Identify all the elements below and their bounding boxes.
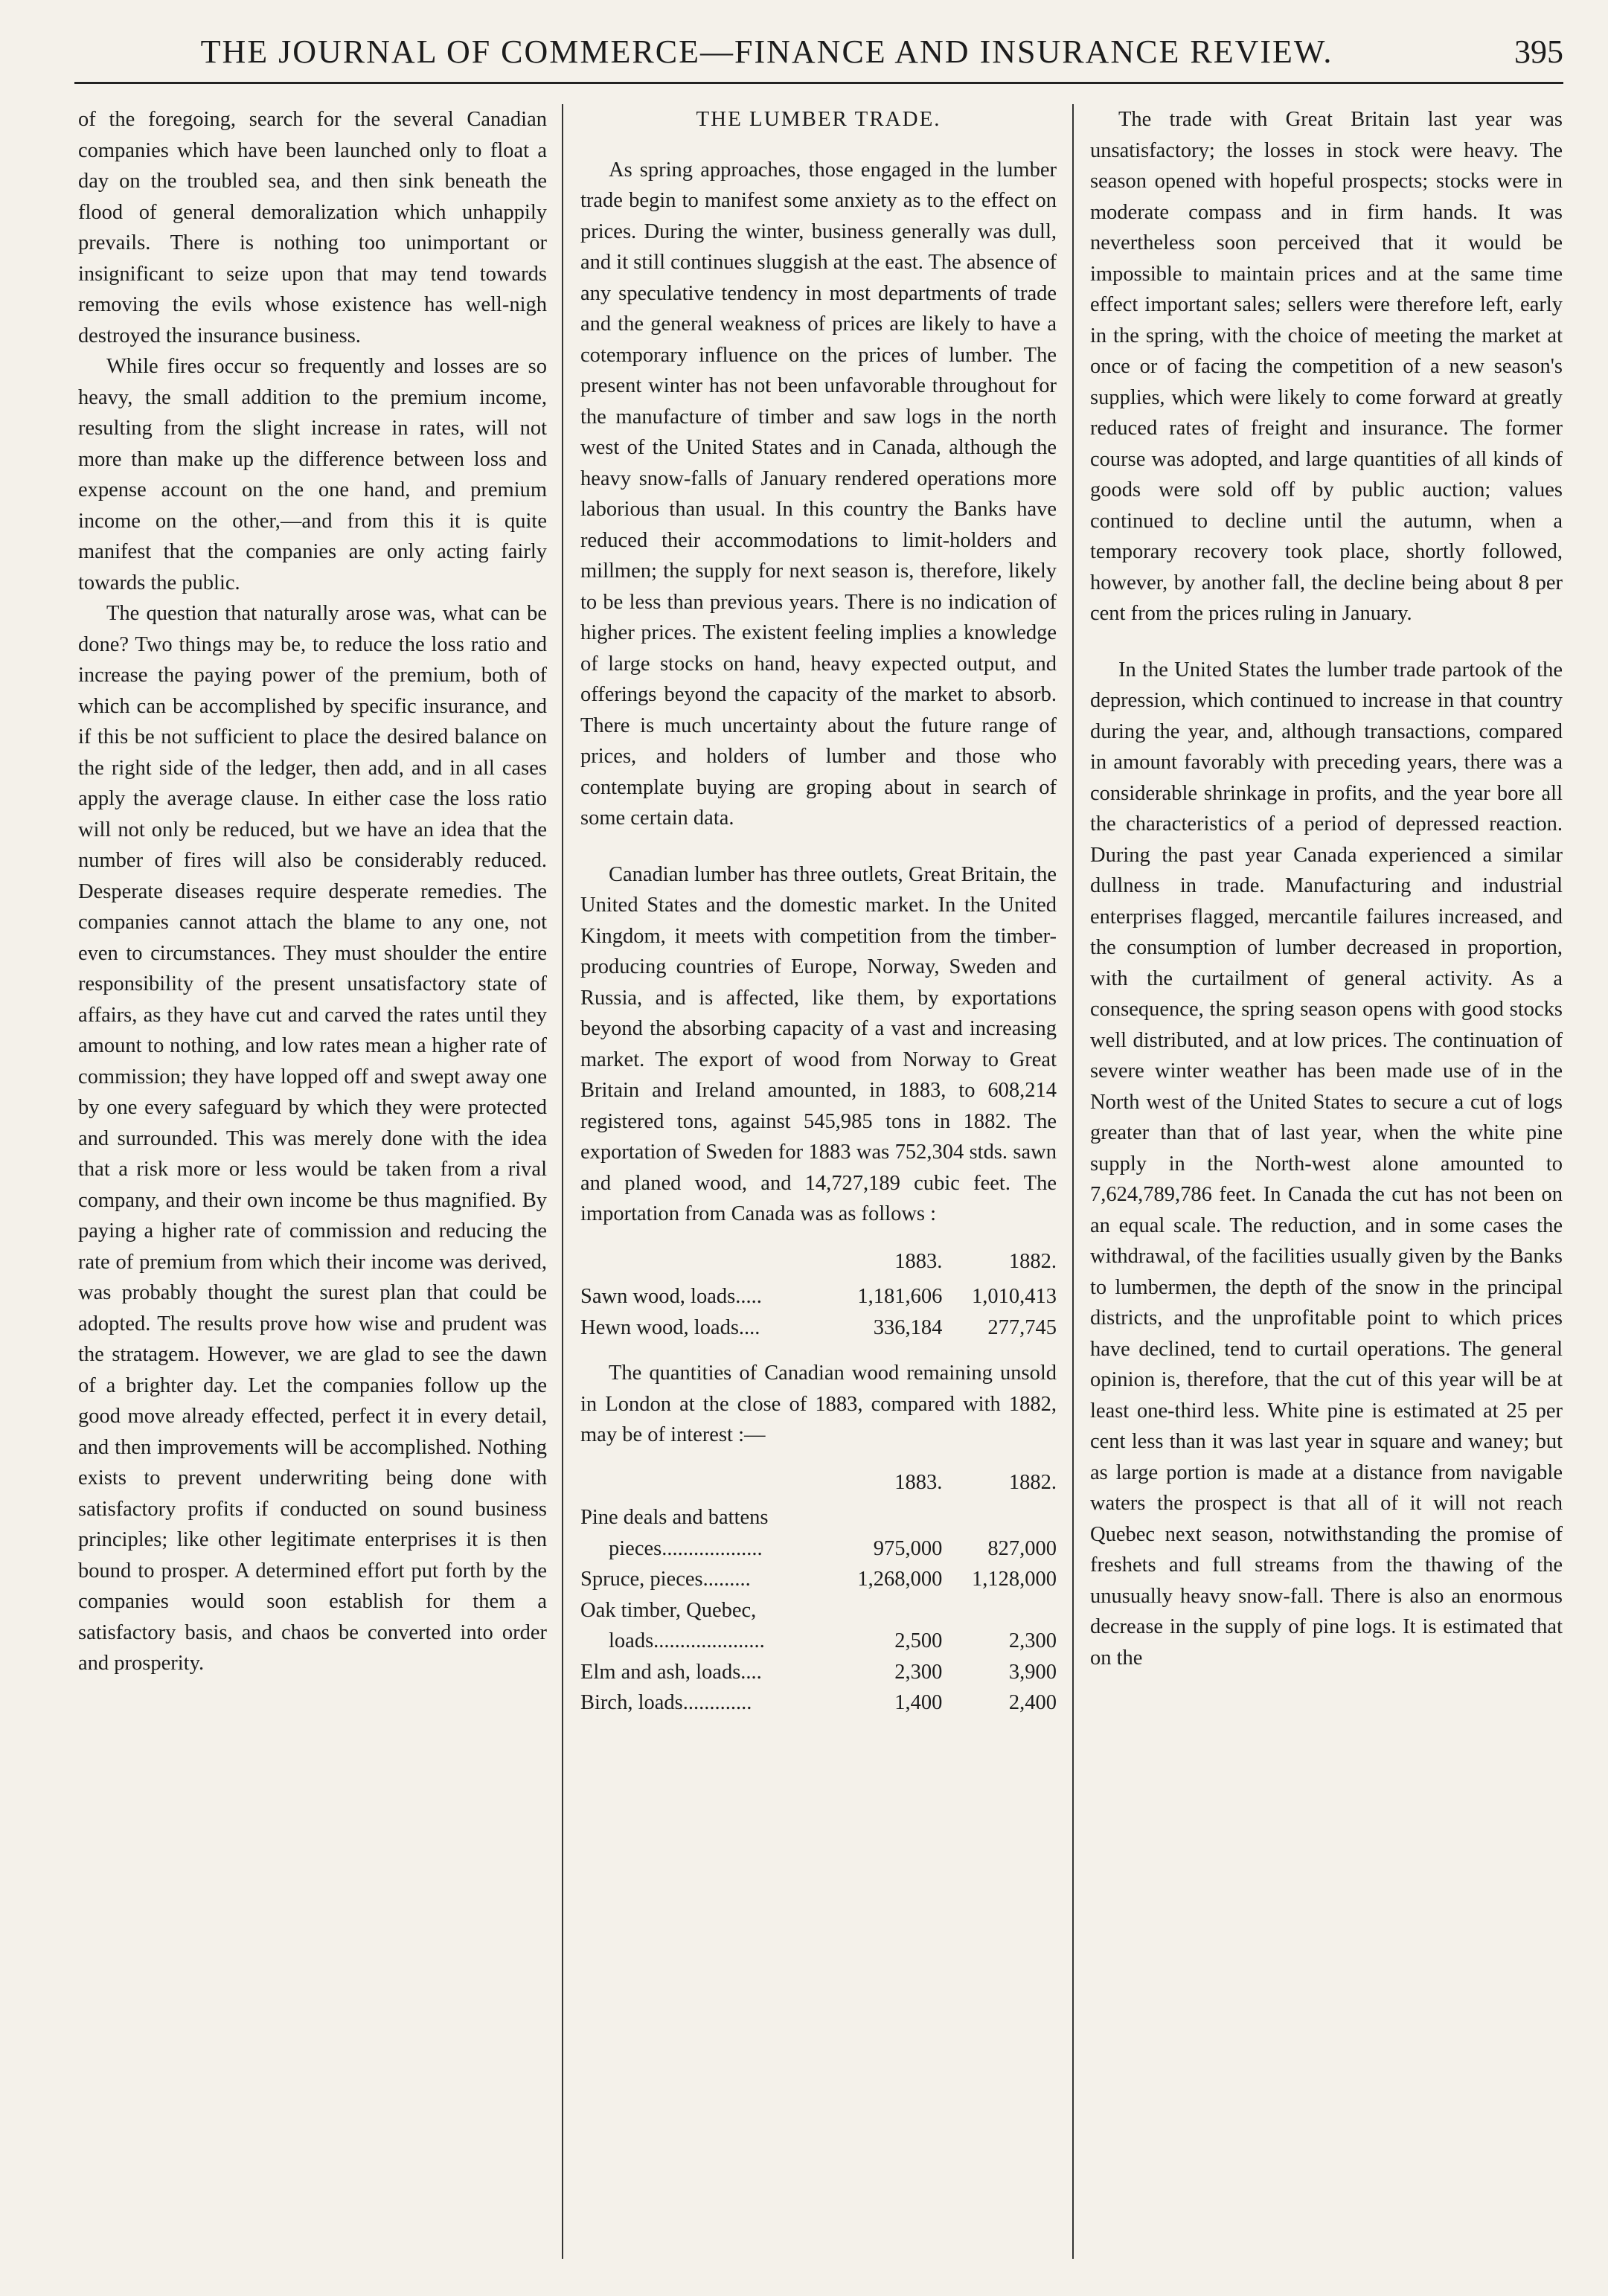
page-number: 395 — [1514, 33, 1563, 70]
column-left — [78, 104, 547, 2259]
column-middle — [580, 104, 1057, 2259]
paragraph: The quantities of Canadian wood remaining unsold in London at the close of 1883, compared with 1882, may be of interest :— — [580, 1362, 1057, 1446]
table-row — [580, 1502, 1057, 1533]
table-cell-value: 827,000 — [987, 1536, 1057, 1560]
column-divider-right — [1072, 104, 1074, 2259]
table-row — [580, 1281, 1057, 1312]
table-cell-value: 1,268,000 — [857, 1568, 943, 1591]
table-cell-label: Spruce, pieces......... — [580, 1568, 751, 1591]
table-header-row — [580, 1467, 1057, 1503]
page-header — [74, 22, 1563, 84]
table-cell-value: 1,181,606 — [857, 1285, 943, 1308]
column-right — [1090, 104, 1563, 2259]
table-row — [580, 1312, 1057, 1344]
table-row — [580, 1626, 1057, 1657]
paragraph: While fires occur so frequently and losses are so heavy, the small addition to the premium income, resulting from the slight increase in rates, will not more than make up the difference between loss and expense account on the one hand, and premium income on the other,—and from this it is quite manifest that the companies are only acting fairly towards the public. — [78, 355, 547, 594]
table-row — [580, 1533, 1057, 1565]
table-header-year: 1883. — [894, 1249, 943, 1273]
table-cell-value: 2,300 — [894, 1660, 943, 1684]
table-cell-value — [828, 1595, 943, 1626]
column-divider-left — [562, 104, 563, 2259]
table-row — [580, 1687, 1057, 1719]
table-cell-value: 975,000 — [873, 1536, 943, 1560]
table-cell-label: Elm and ash, loads.... — [580, 1660, 762, 1684]
paragraph: As spring approaches, those engaged in the lumber trade begin to manifest some anxiety as to the effect on prices. During the winter, business generally was dull, and it still continues sluggish at the east. The absence of any speculative tendency in most departments of trade and the general weakness of prices are likely to have a cotemporary influence on the prices of lumber. The present winter has not been unfavorable throughout for the manufacture of timber and saw logs in the north west of the United States and in Canada, although the heavy snow-falls of January rendered operations more laborious than usual. In this country the Banks have reduced their accommodations to limit-holders and millmen; the supply for next season is, therefore, likely to be less than previous years. There is no indication of higher prices. The existent feeling implies a knowledge of large stocks on hand, heavy expected output, and offerings beyond the capacity of the market to absorb. There is much uncertainty about the future range of prices, and holders of lumber and those who contemplate buying are groping about in search of some certain data. — [580, 158, 1057, 830]
table-row — [580, 1564, 1057, 1595]
paragraph: Canadian lumber has three outlets, Great Britain, the United States and the domestic market. In the United Kingdom, it meets with competition from the timber-producing countries of Europe, Norway, Sweden and Russia, and is affected, like them, by exportations beyond the absorbing capacity of a vast and increasing market. The export of wood from Norway to Great Britain and Ireland amounted, in 1883, to 608,214 registered tons, against 545,985 tons in 1882. The exportation of Sweden for 1883 was 752,304 stds. sawn and planed wood, and 14,727,189 cubic feet. The importation from Canada was as follows : — [580, 862, 1057, 1225]
table-header-year: 1883. — [894, 1470, 943, 1494]
paragraph: The trade with Great Britain last year was unsatisfactory; the losses in stock were heavy. The season opened with hopeful prospects; stocks were in moderate compass and in firm hands. It was nevertheless soon perceived that it would be impossible to maintain prices and at the same time effect important sales; sellers were therefore left, early in the spring, with the choice of meeting the market at once or of facing the competition of a new season's supplies, which were likely to come forward at greatly reduced rates of freight and insurance. The former course was adopted, and large quantities of all kinds of goods were sold off by public auction; values continued to decline until the autumn, when a temporary recovery took place, shortly followed, however, by another fall, the decline being about 8 per cent from the prices ruling in January. — [1090, 108, 1563, 625]
table-cell-value: 2,500 — [894, 1629, 943, 1652]
table-cell-value: 1,128,000 — [972, 1568, 1057, 1591]
table-cell-label: Oak timber, Quebec, — [580, 1598, 757, 1622]
table-cell-label: Sawn wood, loads..... — [580, 1285, 762, 1308]
paragraph: The question that naturally arose was, what can be done? Two things may be, to reduce the loss ratio and increase the paying power of the premium, both of which can be accomplished by specific insurance, and if this be not sufficient to place the desired balance on the right side of the ledger, then add, and in all cases apply the average clause. In either case the loss ratio will not only be reduced, but we have an idea that the number of fires will also be considerably reduced. Desperate diseases require desperate remedies. The companies cannot attach the blame to any one, not even to circumstances. They must shoulder the entire responsibility of the present unsatisfactory state of affairs, as they have cut and carved the rates until they amount to nothing, and low rates mean a higher rate of commission; they have lopped off and swept away one by one every safeguard by which they were protected and surrounded. This was merely done with the idea that a risk more or less would be taken from a rival company, and their own income be thus magnified. By paying a higher rate of commission and reducing the rate of premium from which their income was derived, was probably thought the surest plan that could be adopted. The results prove how wise and prudent was the stratagem. However, we are glad to see the dawn of a brighter day. Let the companies follow up the good move already effected, perfect it in every detail, and then improvements will be accomplished. Nothing exists to prevent underwriting being done with satisfactory profits if conducted on sound business principles; like other legitimate enterprises it is then bound to prosper. A determined effort put forth by the companies would soon establish for them a satisfactory basis, and chaos be converted into order and prosperity. — [78, 602, 547, 1675]
table-cell-value: 336,184 — [873, 1315, 943, 1339]
table-header-year: 1882. — [1008, 1470, 1057, 1494]
table-cell-label: loads..................... — [609, 1629, 765, 1652]
table-cell-value: 2,300 — [1008, 1629, 1057, 1652]
table-cell-value: 1,010,413 — [972, 1285, 1057, 1308]
table-cell-value — [942, 1595, 1057, 1626]
table-header-row — [580, 1246, 1057, 1282]
table-cell-label: Birch, loads............. — [580, 1691, 752, 1714]
unsold-stock-table — [580, 1467, 1057, 1719]
paragraph: of the foregoing, search for the several Canadian companies which have been launched only to float a day on the troubled sea, and then sink beneath the flood of general demoralization which unhappily prevails. There is nothing too unimportant or insignificant to seize upon that may tend towards removing the evils whose existence has well-nigh destroyed the insurance business. — [78, 108, 547, 347]
table-cell-value: 3,900 — [1008, 1660, 1057, 1684]
table-cell-value: 2,400 — [1008, 1691, 1057, 1714]
table-row — [580, 1595, 1057, 1626]
table-cell-label: pieces................... — [609, 1536, 763, 1560]
running-head: THE JOURNAL OF COMMERCE—FINANCE AND INSURANCE REVIEW. — [200, 33, 1333, 70]
article-title: THE LUMBER TRADE. — [696, 107, 941, 131]
table-header-year: 1882. — [1008, 1249, 1057, 1273]
table-cell-value — [828, 1502, 943, 1533]
table-cell-value: 277,745 — [987, 1315, 1057, 1339]
table-row — [580, 1657, 1057, 1688]
paragraph: In the United States the lumber trade partook of the depression, which continued to increase in that country during the year, and, although transactions, compared in amount favorably with preceding years, there was a considerable shrinkage in profits, and the year bore all the characteristics of a period of depressed reaction. During the past year Canada experienced a similar dullness in trade. Manufacturing and industrial enterprises flagged, mercantile failures increased, and the consumption of lumber decreased in proportion, with the curtailment of general activity. As a consequence, the spring season opens with good stocks well distributed, and at low prices. The continuation of severe winter weather has been made use of in the North west of the United States to secure a cut of logs greater than that of last year, when the white pine supply in the North-west alone amounted to 7,624,789,786 feet. In Canada the cut has not been on an equal scale. The reduction, and in some cases the withdrawal, of the facilities usually given by the Banks to lumbermen, the depth of the snow in the principal districts, and the unprofitable point to which prices have declined, tend to curtail operations. The general opinion is, therefore, that the cut of this year will be at least one-third less. White pine is estimated at 25 per cent less than it was last year in square and waney; but as large portion is made at a distance from navigable waters the prospect is that all of it will not reach Quebec next season, notwithstanding the promise of freshets and full streams from the thawing of the unusually heavy snow-fall. There is also an enormous decrease in the supply of pine logs. It is estimated that on the — [1090, 658, 1563, 1670]
table-cell-label: Hewn wood, loads.... — [580, 1315, 760, 1339]
table-cell-value — [942, 1502, 1057, 1533]
table-cell-value: 1,400 — [894, 1691, 943, 1714]
table-cell-label: Pine deals and battens — [580, 1506, 769, 1529]
import-table — [580, 1246, 1057, 1344]
